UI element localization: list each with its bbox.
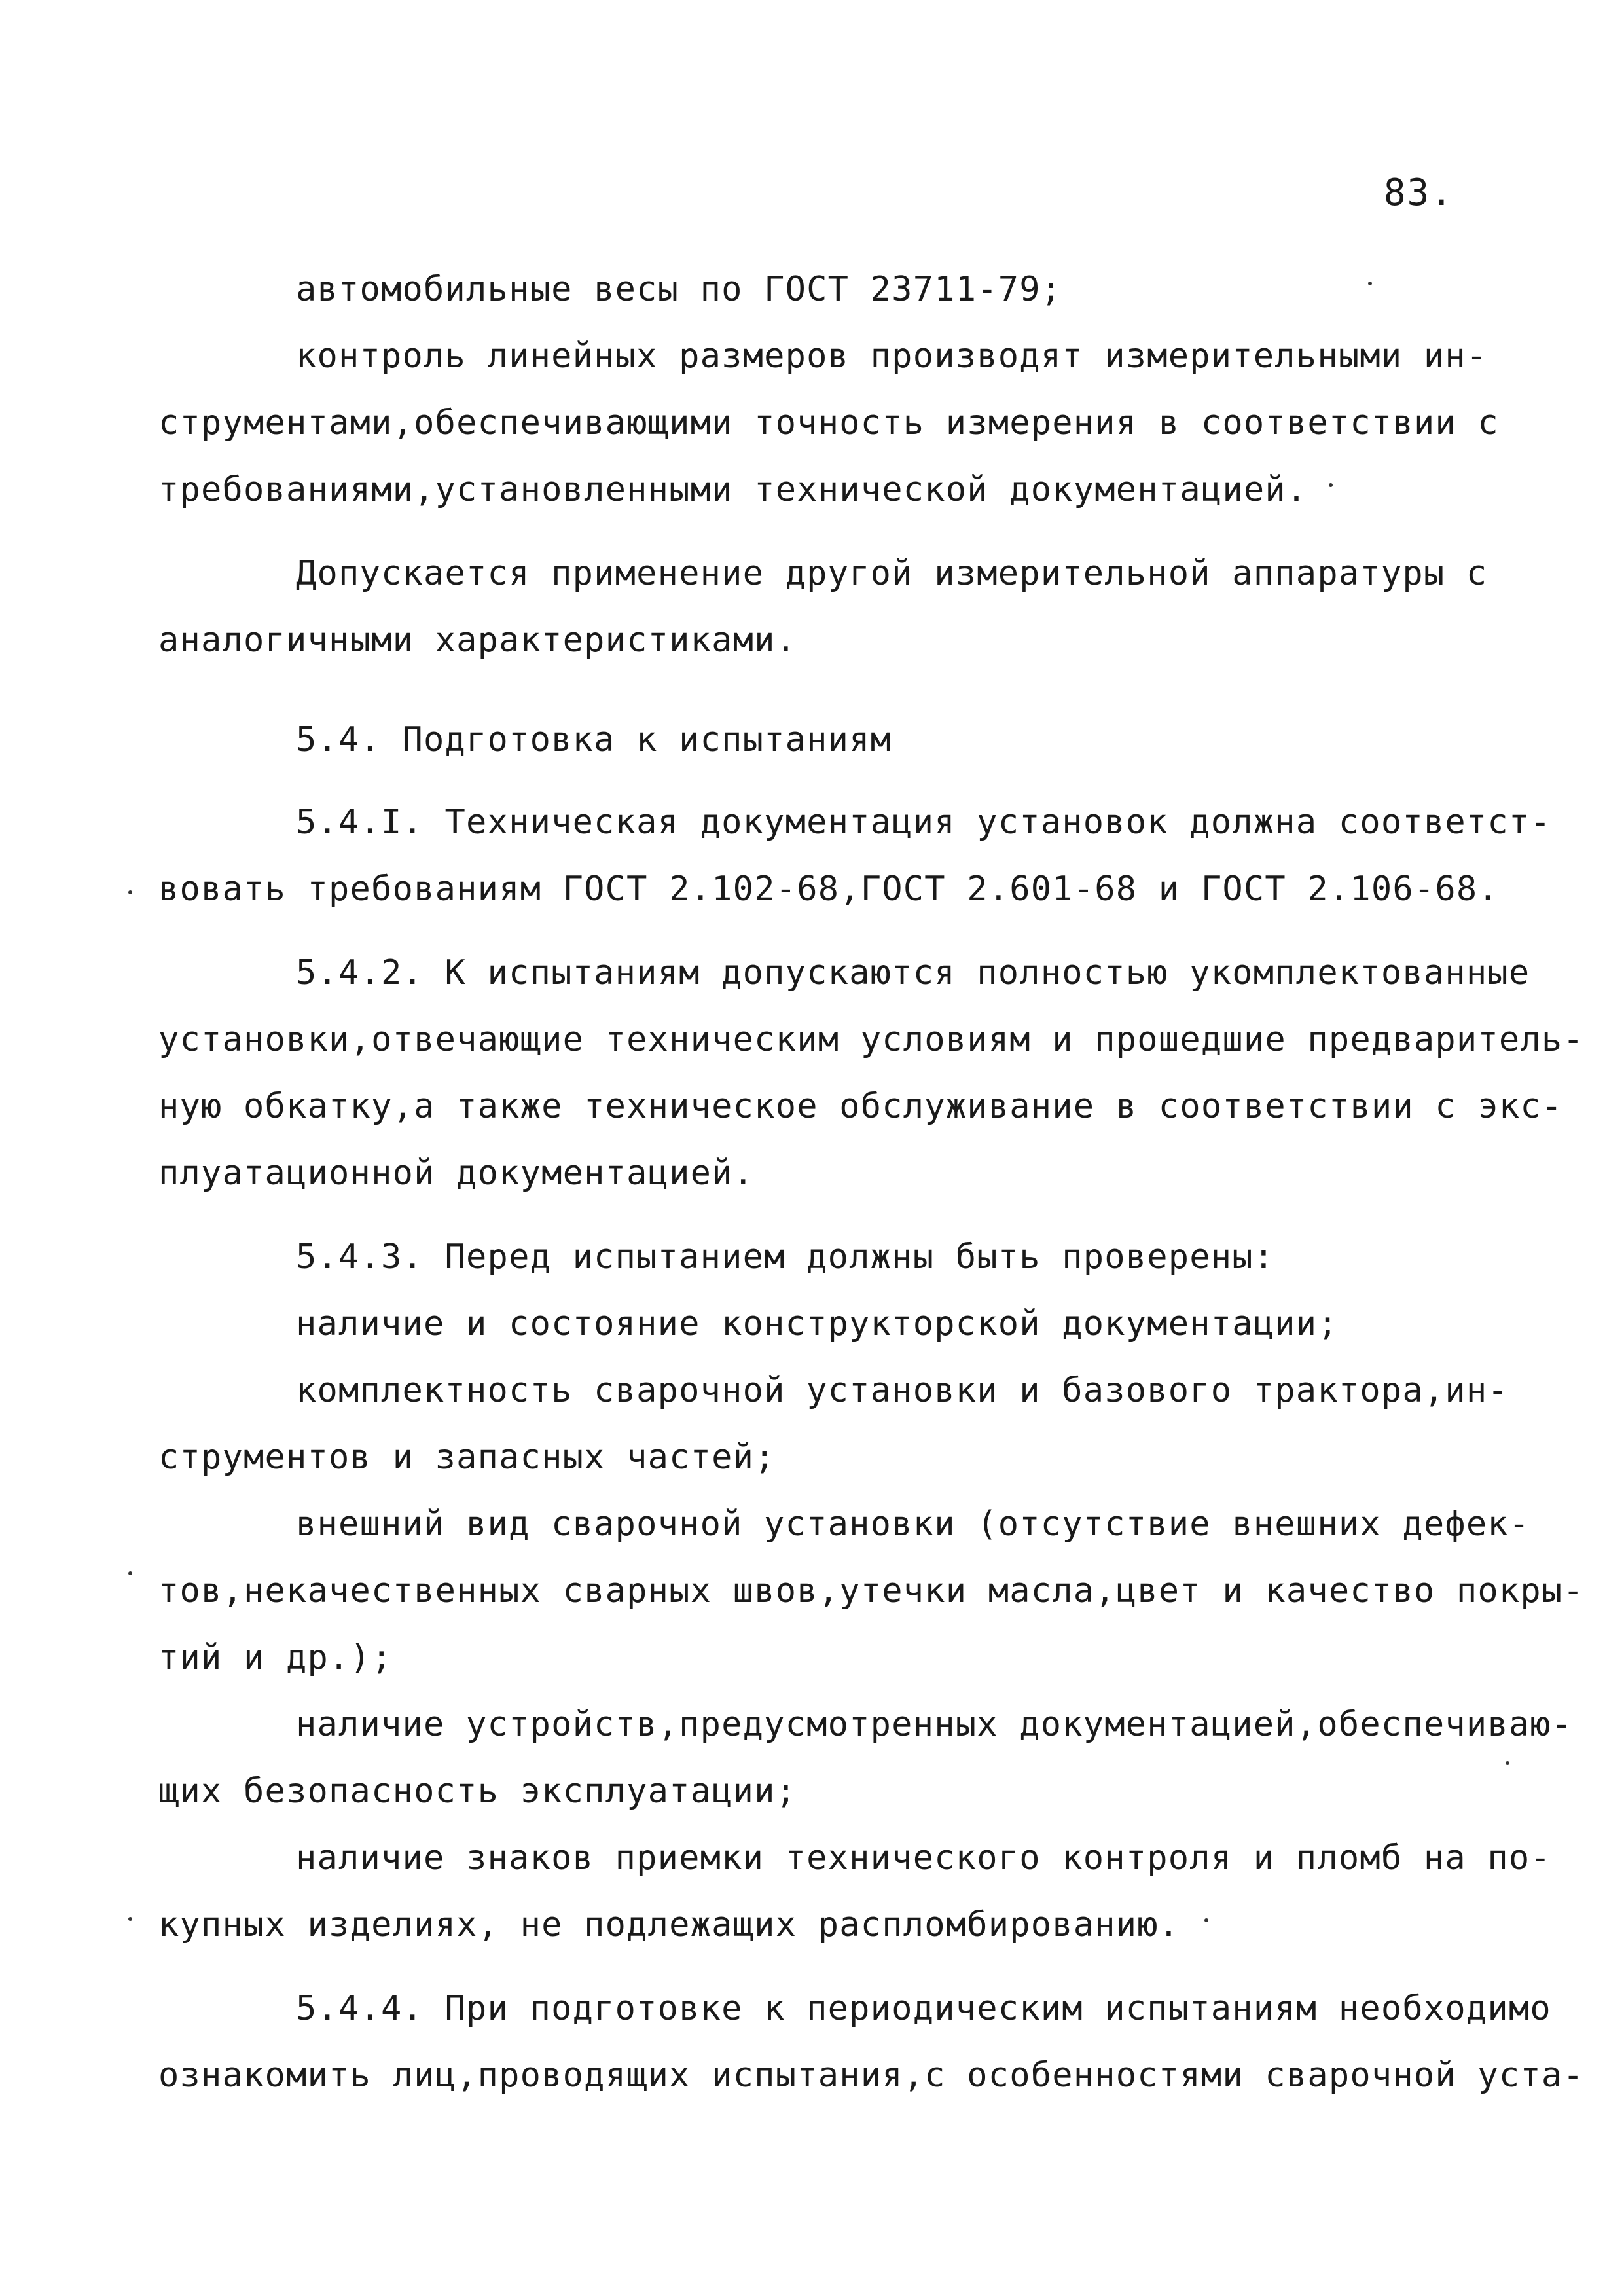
text-line: внешний вид сварочной установки (отсутствие внешних дефек- [296,1504,1530,1544]
text-line: 5.4.I. Техническая документация установок должна соответст- [296,803,1551,842]
text-line: 5.4.2. К испытаниям допускаются полностью укомплектованные [296,953,1530,993]
text-line: тов,некачественных сварных швов,утечки масла,цвет и качество покры- [158,1571,1584,1611]
text-line: щих безопасность эксплуатации; [158,1772,797,1811]
text-line: аналогичными характеристиками. [158,621,797,660]
text-line: контроль линейных размеров производят измерительными ин- [296,337,1488,376]
section-heading: 5.4. Подготовка к испытаниям [296,720,892,759]
text-line: струментов и запасных частей; [158,1438,776,1477]
text-line: наличие устройств,предусмотренных документацией,обеспечиваю- [296,1705,1573,1744]
scan-speck [128,1571,132,1575]
text-line: 5.4.3. Перед испытанием должны быть проверены: [296,1237,1275,1277]
scan-speck [1368,282,1372,285]
text-line: наличие знаков приемки технического контроля и пломб на по- [296,1838,1551,1878]
scan-speck [128,890,132,894]
text-line: тий и др.); [158,1638,393,1677]
text-line: вовать требованиям ГОСТ 2.102-68,ГОСТ 2.601-68 и ГОСТ 2.106-68. [158,869,1499,909]
scan-speck [1204,1918,1208,1922]
text-line: ную обкатку,а также техническое обслуживание в соответствии с экс- [158,1087,1563,1126]
page-number: 83. [1383,172,1454,214]
scan-speck [128,1917,132,1921]
text-line: ознакомить лиц,проводящих испытания,с особенностями сварочной уста- [158,2056,1584,2095]
text-line: плуатационной документацией. [158,1154,755,1193]
text-line: автомобильные весы по ГОСТ 23711-79; [296,270,1062,309]
text-line: струментами,обеспечивающими точность измерения в соответствии с [158,403,1499,443]
text-line: комплектность сварочной установки и базового трактора,ин- [296,1371,1509,1410]
text-line: установки,отвечающие техническим условиям и прошедшие предваритель- [158,1020,1584,1059]
text-line: 5.4.4. При подготовке к периодическим испытаниям необходимо [296,1989,1551,2028]
text-line: купных изделиях, не подлежащих распломбированию. [158,1905,1180,1944]
text-line: наличие и состояние конструкторской документации; [296,1304,1339,1343]
scan-speck [1329,483,1333,487]
text-line: требованиями,установленными технической документацией. [158,470,1308,509]
text-line: Допускается применение другой измерительной аппаратуры с [296,554,1488,593]
scan-speck [1506,1761,1509,1765]
